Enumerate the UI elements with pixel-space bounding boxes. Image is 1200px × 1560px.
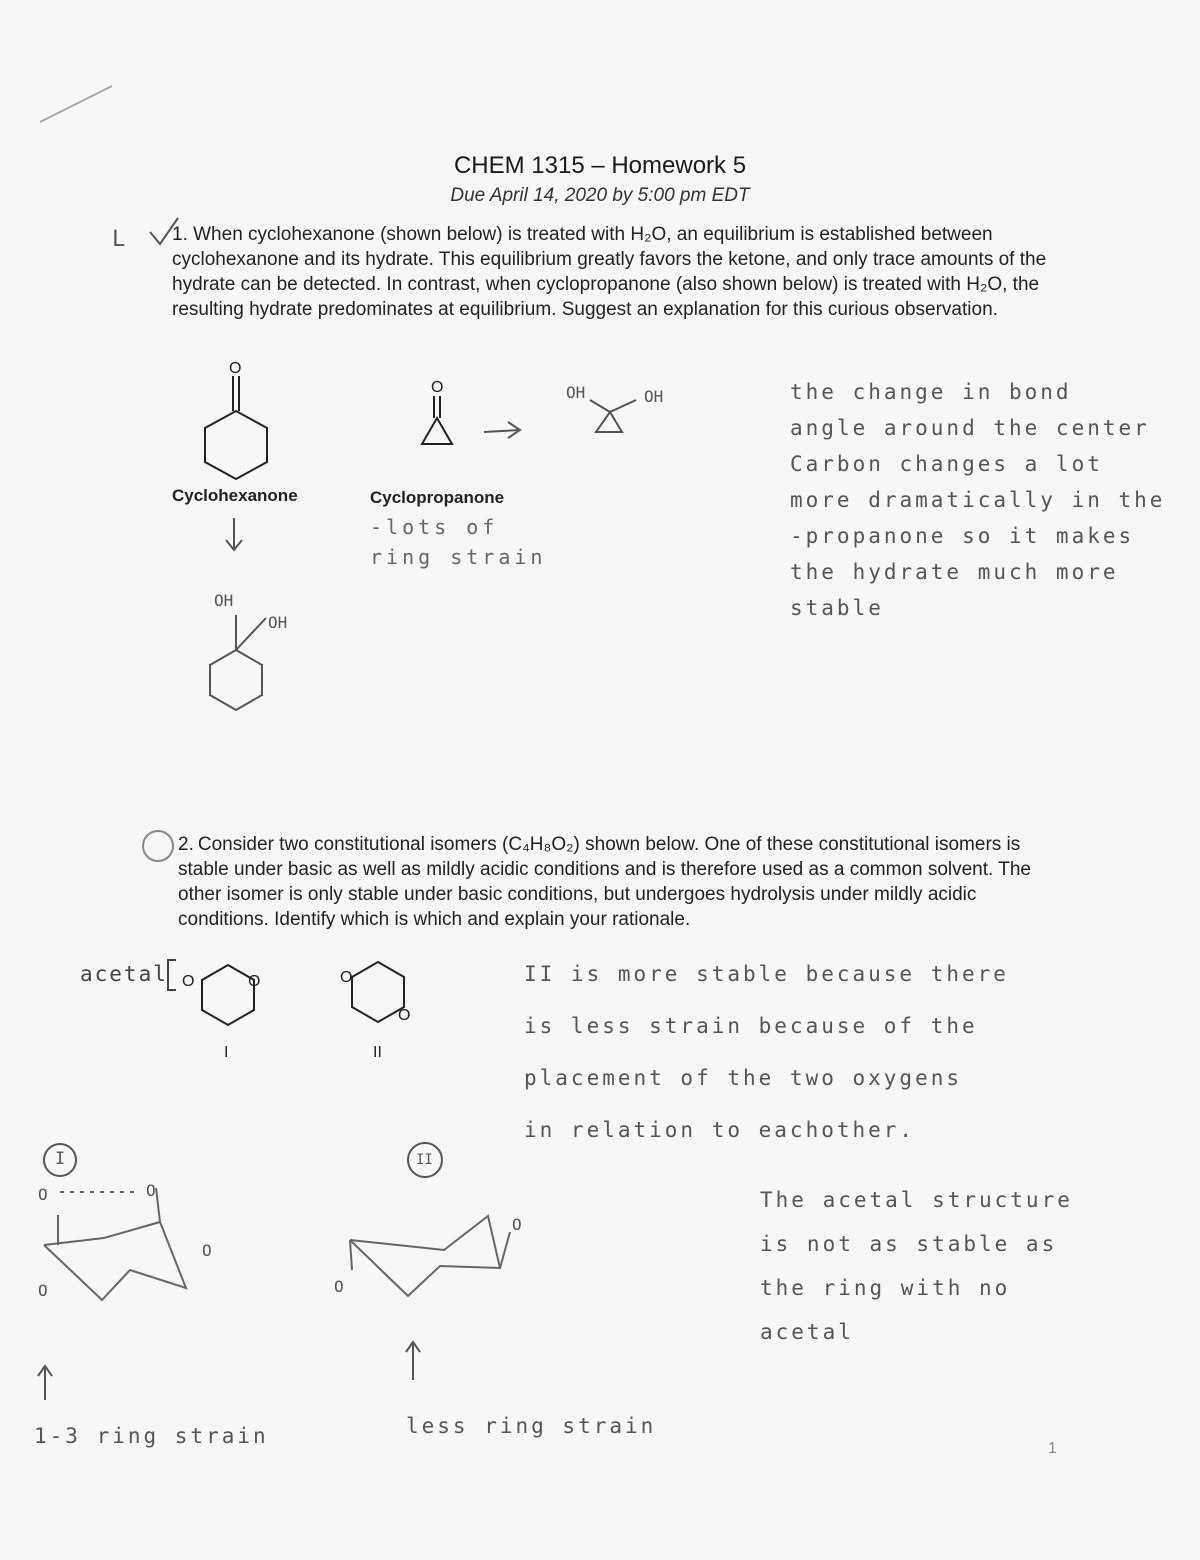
bracket-mark: [168, 960, 176, 990]
oxygen-atom: O: [398, 1007, 411, 1024]
question-1-answer: the change in bond angle around the center Carbon changes a lot more dramatically in the -propanone so it makes the hydrate much more stable: [790, 380, 1166, 620]
oxygen-atom: O: [334, 1277, 344, 1296]
question-2-answer: II is more stable because there is less strain because of the placement of the two oxygens in relation to eachother.: [524, 962, 1009, 1142]
acetal-label: acetal: [80, 962, 168, 986]
cyclopropane-hydrate-structure: [590, 400, 636, 432]
page-number: 1: [1048, 1440, 1057, 1457]
pencil-stroke: [40, 86, 112, 122]
isomer-2-structure: [352, 962, 404, 1022]
down-arrow-icon: [226, 518, 242, 550]
due-date: Due April 14, 2020 by 5:00 pm EDT: [450, 185, 750, 206]
question-circle: [143, 831, 173, 861]
hydroxyl-label: OH: [214, 591, 234, 610]
cyclohexane-hydrate-structure: [210, 615, 266, 710]
ring-strain-note-1: 1-3 ring strain: [34, 1424, 269, 1448]
hydroxyl-label: OH: [566, 383, 586, 402]
circle-label-2: II: [416, 1152, 433, 1168]
chair-conformation-2: [350, 1216, 510, 1296]
up-arrow-icon: [38, 1366, 52, 1400]
isomer-2-label: II: [373, 1044, 382, 1061]
oxygen-atom: O: [248, 973, 261, 990]
hydroxyl-label: OH: [644, 387, 664, 406]
chair-conformation-1: [44, 1188, 186, 1300]
ring-strain-note-2: less ring strain: [406, 1414, 657, 1438]
oxygen-atom: O: [229, 360, 242, 377]
oxygen-atom: O: [38, 1281, 48, 1300]
checkmark-icon: [150, 218, 178, 244]
oxygen-atom: O: [431, 379, 444, 396]
right-arrow-icon: [484, 422, 520, 438]
cyclohexanone-structure: [205, 376, 267, 479]
strain-note: -lots of ring strain: [370, 515, 547, 569]
oxygen-atom: O: [340, 969, 353, 986]
circle-label-1: I: [55, 1149, 66, 1169]
oxygen-atom: O: [512, 1215, 522, 1234]
question-2-number: 2.: [178, 834, 194, 855]
oxygen-atom: O: [146, 1181, 156, 1200]
question-2-text: Consider two constitutional isomers (C₄H₈O₂) shown below. One of these constitutional isomers is stable under basic as well as mildly acidic conditions and is therefore used as a common solvent. The other isomer is only stable under basic conditions, but undergoes hydrolysis under mildly acidic conditions. Identify which is which and explain your rationale.: [178, 834, 1031, 930]
question-2-prompt: [178, 832, 1068, 932]
question-1-prompt: 1. When cyclohexanone (shown below) is treated with H₂O, an equilibrium is established between cyclohexanone and its hydrate. This equilibrium greatly favors the ketone, and only trace amounts of the hydrate can be detected. In contrast, when cyclopropanone (also shown below) is treated with H₂O, the resulting hydrate predominates at equilibrium. Suggest an explanation for this curious observation.: [172, 224, 1047, 320]
oxygen-atom: O: [38, 1185, 48, 1204]
oxygen-atom: O: [182, 973, 195, 990]
up-arrow-icon: [406, 1342, 420, 1380]
grade-mark: L: [112, 227, 126, 252]
hydroxyl-label: OH: [268, 613, 288, 632]
homework-title: CHEM 1315 – Homework 5: [453, 152, 747, 179]
cyclopropanone-label: Cyclopropanone: [370, 488, 505, 507]
cyclohexanone-label: Cyclohexanone: [172, 486, 298, 505]
acetal-answer: The acetal structure is not as stable as the ring with no acetal: [760, 1188, 1073, 1344]
oxygen-atom: O: [202, 1241, 212, 1260]
isomer-1-structure: [202, 965, 254, 1025]
cyclopropanone-structure: [422, 396, 452, 444]
isomer-1-label: I: [224, 1044, 229, 1061]
